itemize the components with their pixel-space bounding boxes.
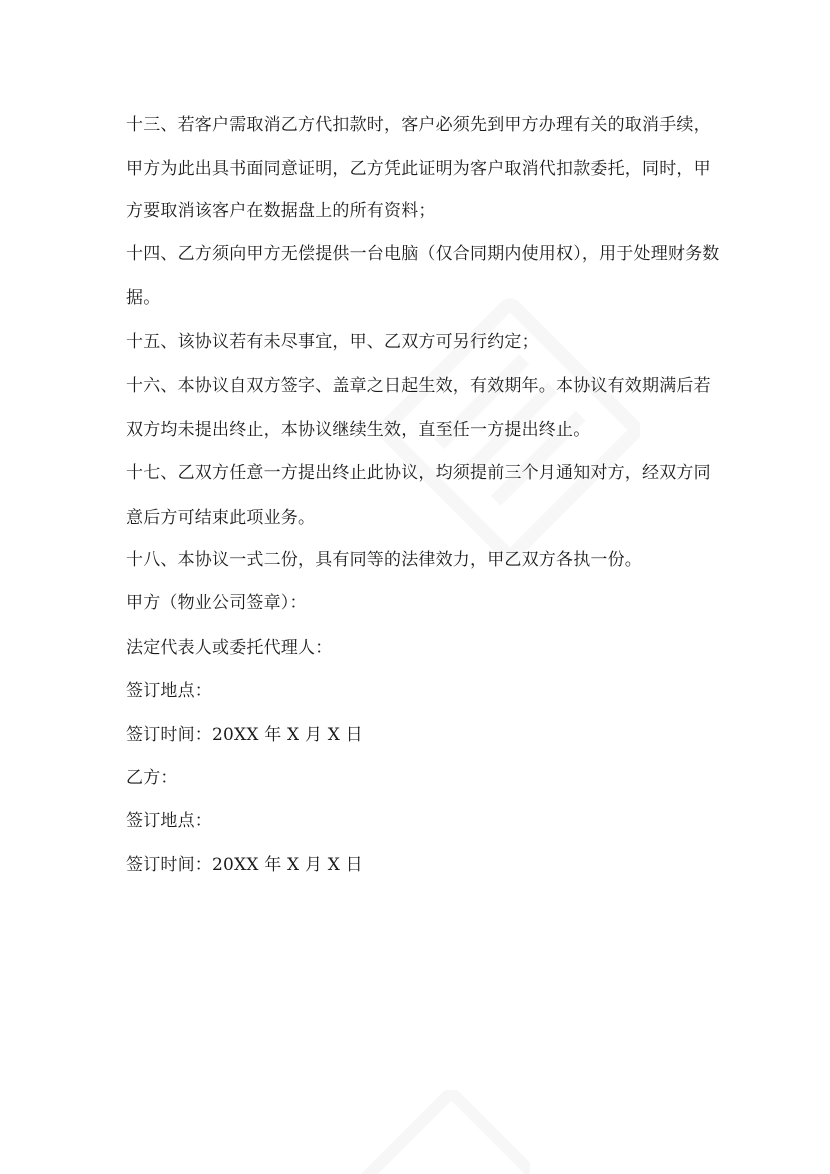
party-a-signing-date: 签订时间：20XX 年 X 月 X 日 [126, 725, 363, 745]
clause-13-line-3: 方要取消该客户在数据盘上的所有资料； [126, 201, 436, 221]
clause-18: 十八、本协议一式二份，具有同等的法律效力，甲乙双方各执一份。 [126, 550, 642, 570]
party-b-signing-date: 签订时间：20XX 年 X 月 X 日 [126, 855, 363, 875]
party-a-label: 甲方（物业公司签章）： [126, 593, 307, 613]
party-b-signing-place: 签订地点： [126, 811, 212, 831]
legal-representative-label: 法定代表人或委托代理人： [126, 638, 333, 658]
clause-13-line-2: 甲方为此出具书面同意证明，乙方凭此证明为客户取消代扣款委托，同时，甲 [126, 159, 711, 179]
clause-13-line-1: 十三、若客户需取消乙方代扣款时，客户必须先到甲方办理有关的取消手续， [126, 115, 711, 135]
clause-16-line-1: 十六、本协议自双方签字、盖章之日起生效，有效期年。本协议有效期满后若 [126, 376, 711, 396]
clause-15: 十五、该协议若有未尽事宜，甲、乙双方可另行约定； [126, 332, 539, 352]
clause-16-line-2: 双方均未提出终止，本协议继续生效，直至任一方提出终止。 [126, 420, 591, 440]
party-b-label: 乙方： [126, 768, 178, 788]
clause-17-line-1: 十七、乙双方任意一方提出终止此协议，均须提前三个月通知对方，经双方同 [126, 463, 711, 483]
clause-14-line-2: 据。 [126, 288, 161, 308]
clause-14-line-1: 十四、乙方须向甲方无偿提供一台电脑（仅合同期内使用权），用于处理财务数 [126, 244, 720, 264]
clause-17-line-2: 意后方可结束此项业务。 [126, 508, 316, 528]
watermark-corner-icon [330, 1090, 530, 1174]
party-a-signing-place: 签订地点： [126, 681, 212, 701]
